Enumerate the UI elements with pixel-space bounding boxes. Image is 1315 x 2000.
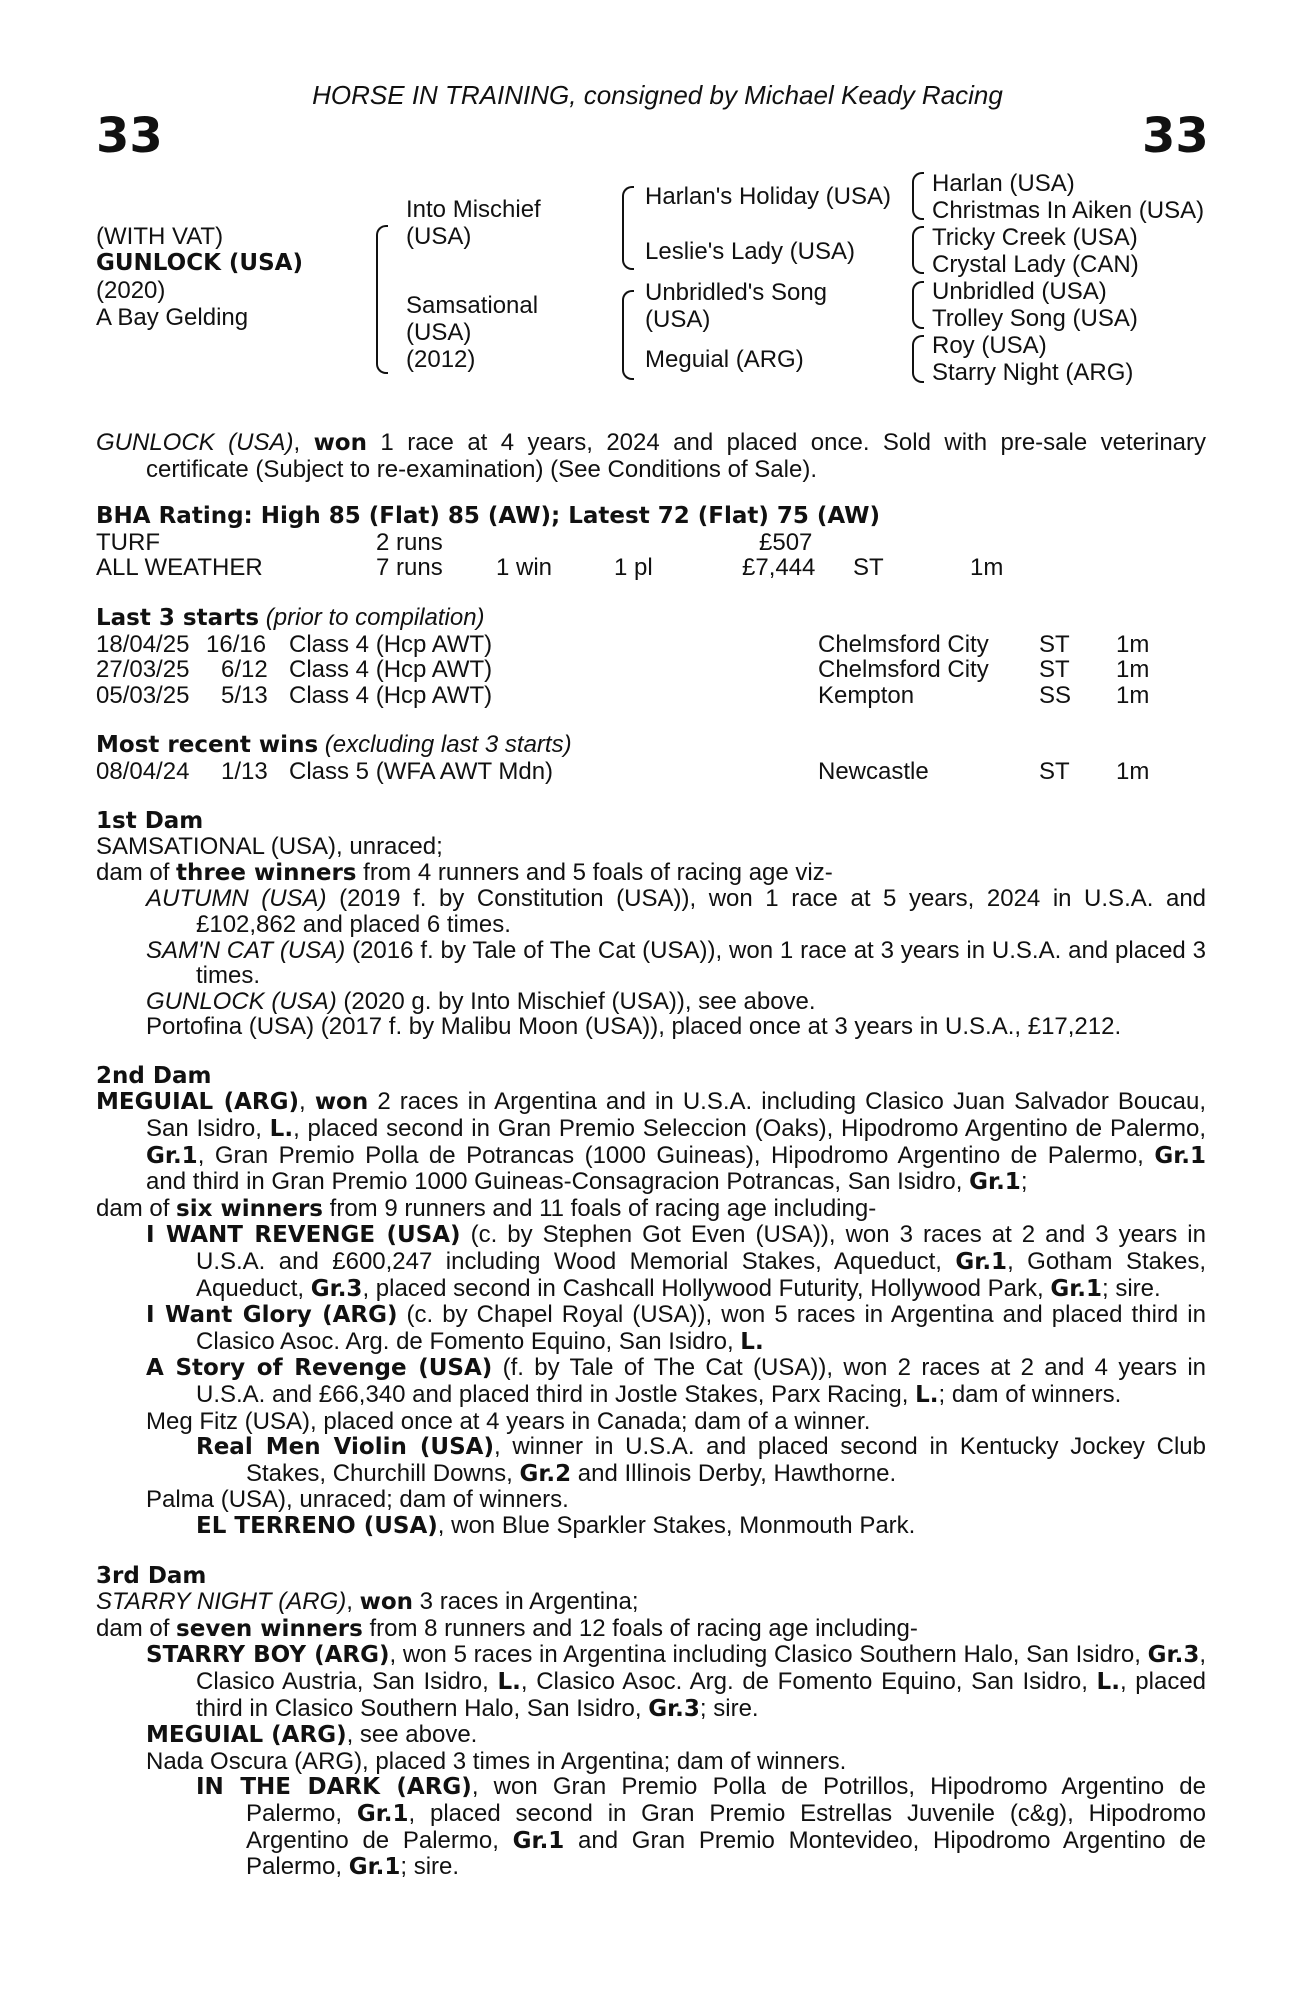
first-dam-heading: 1st Dam xyxy=(96,807,204,834)
second-dam-record: MEGUIAL (ARG), won 2 races in Argentina and in U.S.A. including Clasico Juan Salvador Boucau, San Isidro, L., placed second in Gran Premio Seleccion (Oaks), Hipodromo Argentino de Palermo, Gr.1, Gran Premio Polla de Potrancas (1000 Guineas), Hipodromo Argentino de Palermo, Gr.1 and third in Gran Premio 1000 Guineas-Consagracion Potrancas, San Isidro, Gr.1; xyxy=(96,1088,1206,1196)
produce-item: Nada Oscura (ARG), placed 3 times in Argentina; dam of winners. xyxy=(146,1747,847,1775)
bha-rating: BHA Rating: High 85 (Flat) 85 (AW); Latest 72 (Flat) 75 (AW) xyxy=(96,503,881,530)
recent-wins-heading: Most recent wins (excluding last 3 starts) xyxy=(96,731,572,759)
lot-number-left: 33 xyxy=(96,108,163,164)
first-dam-name: SAMSATIONAL (USA), unraced; xyxy=(96,833,443,861)
brace-sire-line xyxy=(622,186,634,270)
produce-item: I Want Glory (ARG) (c. by Chapel Royal (USA)), won 5 races in Argentina and placed third in Clasico Asoc. Arg. de Fomento Equino, San Isidro, L. xyxy=(146,1301,1206,1355)
grandsire-3: Unbridled's Song (USA) xyxy=(645,279,828,333)
summary: GUNLOCK (USA), won 1 race at 4 years, 2024 and placed once. Sold with pre-sale veterinary certificate (Subject to re-examination) (See Conditions of Sale). xyxy=(96,429,1207,483)
brace-gg-3 xyxy=(912,281,924,329)
brace-gg-2 xyxy=(912,226,924,274)
brace-dam-line xyxy=(622,290,634,380)
produce-item: MEGUIAL (ARG), see above. xyxy=(146,1721,478,1749)
recent-win-row: 08/04/24 1/13 Class 5 (WFA AWT Mdn) Newcastle ST 1m xyxy=(96,757,1150,785)
horse-year: (2020) xyxy=(96,277,166,304)
last-start-row: 18/04/25 16/16 Class 4 (Hcp AWT) Chelmsford City ST 1m xyxy=(96,630,1150,658)
produce-item: STARRY BOY (ARG), won 5 races in Argentina including Clasico Southern Halo, San Isidro, Gr.3, Clasico Austria, San Isidro, L., Clasico Asoc. Arg. de Fomento Equino, San Isidro, L., placed third in Clasico Southern Halo, San Isidro, Gr.3; sire. xyxy=(146,1641,1207,1722)
catalogue-body xyxy=(96,430,1206,1881)
brace-gg-4 xyxy=(912,335,924,383)
great-grandparents: Harlan (USA) Christmas In Aiken (USA) Tricky Creek (USA) Crystal Lady (CAN) Unbridled (USA) Trolley Song (USA) Roy (USA) Starry Night (ARG) xyxy=(932,170,1205,386)
second-dam-produce: dam of six winners from 9 runners and 11 foals of racing age including- xyxy=(96,1194,877,1222)
brace-gg-1 xyxy=(912,172,924,220)
aw-row: ALL WEATHER 7 runs 1 win 1 pl £7,444 ST 1m xyxy=(96,554,1004,582)
second-dam-heading: 2nd Dam xyxy=(96,1062,212,1089)
produce-item: Meg Fitz (USA), placed once at 4 years in Canada; dam of a winner. xyxy=(146,1407,871,1435)
last-start-row: 05/03/25 5/13 Class 4 (Hcp AWT) Kempton SS 1m xyxy=(96,681,1150,709)
produce-item: Real Men Violin (USA), winner in U.S.A. and placed second in Kentucky Jockey Club Stakes, Churchill Downs, Gr.2 and Illinois Derby, Hawthorne. xyxy=(196,1433,1206,1487)
produce-item: AUTUMN (USA) (2019 f. by Constitution (USA)), won 1 race at 5 years, 2024 in U.S.A. and £102,862 and placed 6 times. xyxy=(146,885,1207,938)
first-dam-produce: dam of three winners from 4 runners and 5 foals of racing age viz- xyxy=(96,858,833,886)
grandsire-4: Meguial (ARG) xyxy=(645,346,804,373)
produce-item: Palma (USA), unraced; dam of winners. xyxy=(146,1486,569,1514)
lot-number-right: 33 xyxy=(1142,108,1209,164)
grandsire-1: Harlan's Holiday (USA) xyxy=(645,183,891,210)
horse-info xyxy=(96,223,303,331)
produce-item: Portofina (USA) (2017 f. by Malibu Moon (USA)), placed once at 3 years in U.S.A., £17,212. xyxy=(146,1013,1122,1041)
grandsire-2: Leslie's Lady (USA) xyxy=(645,238,855,265)
produce-item: I WANT REVENGE (USA) (c. by Stephen Got Even (USA)), won 3 races at 2 and 3 years in U.S.A. and £600,247 including Wood Memorial Stakes, Aqueduct, Gr.1, Gotham Stakes, Aqueduct, Gr.3, placed second in Cashcall Hollywood Futurity, Hollywood Park, Gr.1; sire. xyxy=(146,1221,1206,1302)
last-starts-heading: Last 3 starts (prior to compilation) xyxy=(96,603,485,631)
produce-item: GUNLOCK (USA) (2020 g. by Into Mischief (USA)), see above. xyxy=(146,987,816,1015)
page-title: HORSE IN TRAINING, consigned by Michael Keady Racing xyxy=(312,80,1003,110)
third-dam-heading: 3rd Dam xyxy=(96,1562,207,1589)
brace-sire-dam xyxy=(376,225,388,374)
third-dam-record: STARRY NIGHT (ARG), won 3 races in Argentina; xyxy=(96,1588,639,1616)
vat-label: (WITH VAT) xyxy=(96,223,224,250)
sire: Into Mischief (USA) xyxy=(406,196,541,250)
produce-item: SAM'N CAT (USA) (2016 f. by Tale of The Cat (USA)), won 1 race at 3 years in U.S.A. and placed 3 times. xyxy=(146,936,1206,990)
last-start-row: 27/03/25 6/12 Class 4 (Hcp AWT) Chelmsford City ST 1m xyxy=(96,656,1150,684)
horse-desc: A Bay Gelding xyxy=(96,304,249,331)
turf-row: TURF 2 runs £507 xyxy=(96,528,813,556)
horse-name: GUNLOCK (USA) xyxy=(96,250,303,276)
produce-item: A Story of Revenge (USA) (f. by Tale of The Cat (USA)), won 2 races at 2 and 4 years in U.S.A. and £66,340 and placed third in Jostle Stakes, Parx Racing, L.; dam of winners. xyxy=(146,1354,1206,1408)
dam: Samsational (USA) (2012) xyxy=(406,292,539,373)
produce-item: EL TERRENO (USA), won Blue Sparkler Stakes, Monmouth Park. xyxy=(196,1511,916,1539)
third-dam-produce: dam of seven winners from 8 runners and 12 foals of racing age including- xyxy=(96,1614,918,1642)
produce-item: IN THE DARK (ARG), won Gran Premio Polla de Potrillos, Hipodromo Argentino de Palermo, Gr.1, placed second in Gran Premio Estrellas Juvenile (c&g), Hipodromo Argentino de Palermo, Gr.1 and Gran Premio Montevideo, Hipodromo Argentino de Palermo, Gr.1; sire. xyxy=(196,1773,1207,1881)
